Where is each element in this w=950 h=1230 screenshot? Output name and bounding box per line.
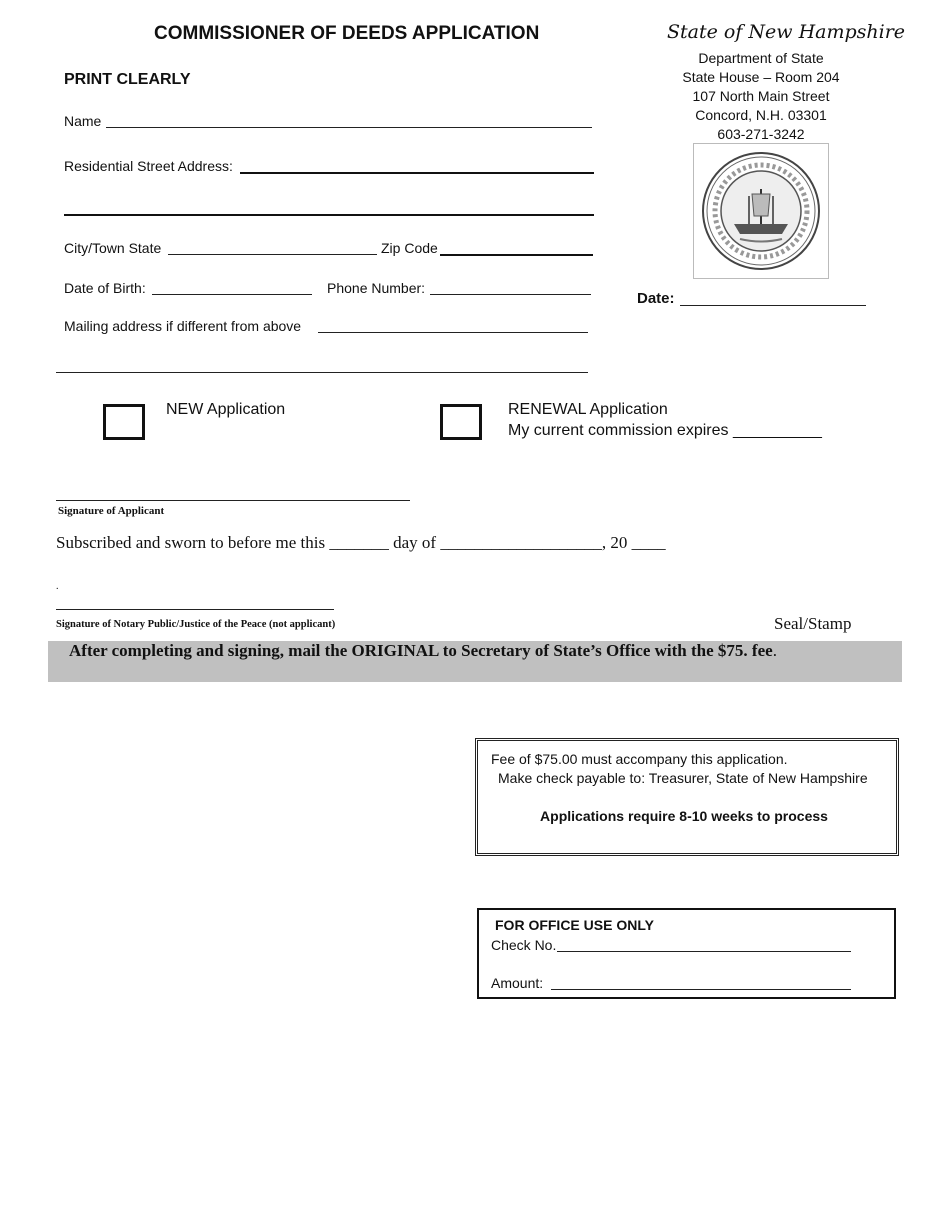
amount-label: Amount:: [491, 975, 544, 991]
phone-field[interactable]: [430, 294, 591, 295]
street-line: 107 North Main Street: [692, 88, 830, 104]
room-line: State House – Room 204: [682, 69, 840, 85]
print-clearly-heading: PRINT CLEARLY: [64, 71, 191, 88]
agency-address: [640, 49, 882, 144]
city-state-label: City/Town State: [64, 240, 162, 256]
new-application-checkbox[interactable]: [103, 404, 145, 440]
date-label: Date:: [637, 290, 675, 307]
mailing-address-label: Mailing address if different from above: [64, 318, 302, 334]
residential-address-line2-field[interactable]: [64, 214, 594, 216]
renewal-application-checkbox[interactable]: [440, 404, 482, 440]
notary-signature-caption: Signature of Notary Public/Justice of the Peace (not applicant): [56, 619, 336, 630]
page-title: COMMISSIONER OF DEEDS APPLICATION: [154, 23, 540, 44]
seal-of-new-hampshire-icon: [694, 144, 828, 278]
check-number-field[interactable]: [557, 951, 851, 952]
mailing-instructions-period: .: [772, 641, 777, 660]
name-label: Name: [64, 113, 102, 129]
name-field[interactable]: [106, 127, 592, 128]
sworn-statement[interactable]: Subscribed and sworn to before me this _______ day of ___________________, 20 ____: [56, 533, 666, 552]
processing-time-note: Applications require 8-10 weeks to process: [540, 808, 828, 824]
date-field[interactable]: [680, 305, 866, 306]
department-line: Department of State: [698, 50, 824, 66]
residential-address-label: Residential Street Address:: [64, 158, 233, 174]
seal-stamp-label: Seal/Stamp: [774, 614, 852, 633]
phone-label: Phone Number:: [327, 280, 426, 296]
mailing-instructions: [69, 641, 777, 661]
check-number-label: Check No.: [491, 937, 557, 953]
mailing-address-line2-field[interactable]: [56, 372, 588, 373]
commission-expires-label[interactable]: My current commission expires __________: [508, 422, 822, 439]
renewal-application-label: RENEWAL Application: [508, 401, 668, 418]
city-state-field[interactable]: [168, 254, 377, 255]
fee-info-box: [475, 738, 899, 856]
residential-address-field[interactable]: [240, 172, 594, 174]
applicant-signature-caption: Signature of Applicant: [58, 505, 165, 517]
state-seal-frame: [693, 143, 829, 279]
state-name: State of New Hampshire: [667, 21, 906, 43]
applicant-signature-field[interactable]: [56, 500, 410, 501]
amount-field[interactable]: [551, 989, 851, 990]
notary-signature-field[interactable]: [56, 609, 334, 610]
zip-label: Zip Code: [381, 240, 438, 256]
fee-line-1: Fee of $75.00 must accompany this application.: [491, 751, 788, 767]
fee-line-2: Make check payable to: Treasurer, State of New Hampshire: [498, 770, 868, 786]
stray-dot: .: [56, 581, 59, 592]
city-line: Concord, N.H. 03301: [695, 107, 827, 123]
dob-field[interactable]: [152, 294, 312, 295]
zip-field[interactable]: [440, 254, 593, 256]
office-use-box: [477, 908, 896, 999]
mailing-instructions-text: After completing and signing, mail the ORIGINAL to Secretary of State’s Office with the $75. fee: [69, 641, 773, 660]
new-application-label: NEW Application: [166, 401, 286, 418]
dob-label: Date of Birth:: [64, 280, 146, 296]
office-use-title: FOR OFFICE USE ONLY: [495, 917, 654, 933]
mailing-address-field[interactable]: [318, 332, 588, 333]
phone-line: 603-271-3242: [717, 126, 805, 142]
